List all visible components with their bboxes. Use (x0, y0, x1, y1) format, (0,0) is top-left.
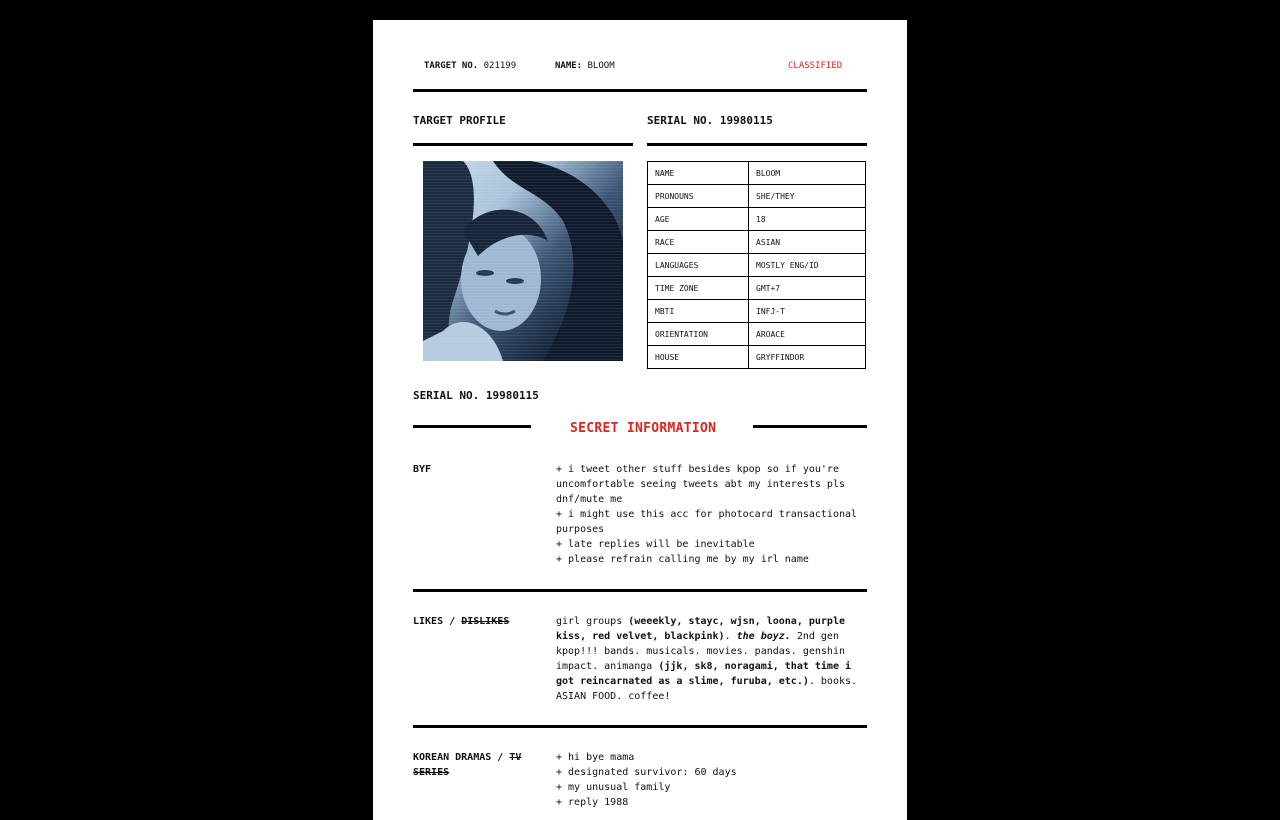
likes-text-1: girl groups (556, 616, 629, 627)
info-key: AGE (648, 208, 749, 231)
header-divider (413, 89, 867, 92)
info-key: ORIENTATION (648, 323, 749, 346)
info-key: PRONOUNS (648, 185, 749, 208)
dramas-body (556, 750, 866, 810)
info-value: 18 (749, 208, 866, 231)
likes-label-a: LIKES / (413, 616, 456, 627)
info-row (648, 162, 866, 185)
serial-number-top: SERIAL NO. 19980115 (647, 114, 773, 127)
info-row (648, 185, 866, 208)
info-row (648, 323, 866, 346)
info-value: MOSTLY ENG/ID (749, 254, 866, 277)
likes-text-3: 2nd gen kpop!!! bands. musicals. movies. pandas. genshin impact. animanga (556, 631, 845, 672)
info-value: ASIAN (749, 231, 866, 254)
classified-badge: CLASSIFIED (788, 61, 843, 71)
target-value: 021199 (483, 61, 517, 71)
likes-text-4: . books. ASIAN FOOD. coffee! (556, 676, 858, 702)
info-value: GRYFFINDOR (749, 346, 866, 369)
info-row (648, 208, 866, 231)
info-key: NAME (648, 162, 749, 185)
info-row (648, 231, 866, 254)
text-line: + my unusual family (556, 782, 671, 793)
byf-body (556, 462, 866, 567)
dramas-label-a: KOREAN DRAMAS / (413, 752, 504, 763)
secret-title: SECRET INFORMATION (570, 421, 717, 436)
info-key: HOUSE (648, 346, 749, 369)
name-label: NAME: (555, 61, 583, 71)
text-line: + late replies will be inevitable (556, 539, 755, 550)
text-line: + i might use this acc for photocard transactional (556, 509, 858, 520)
byf-divider (413, 589, 867, 592)
text-line: dnf/mute me (556, 494, 623, 505)
likes-label (413, 614, 509, 629)
info-value: GMT+7 (749, 277, 866, 300)
info-row (648, 346, 866, 369)
info-table (647, 161, 866, 369)
likes-text-2: . (724, 631, 737, 642)
info-row (648, 254, 866, 277)
text-line: + reply 1988 (556, 797, 629, 808)
target-number (424, 61, 516, 71)
info-row (648, 277, 866, 300)
info-key: RACE (648, 231, 749, 254)
profile-title: TARGET PROFILE (413, 114, 506, 127)
info-row (648, 300, 866, 323)
dislikes-label: DISLIKES (461, 616, 510, 627)
info-key: MBTI (648, 300, 749, 323)
profile-divider-right (647, 143, 867, 146)
secret-divider-left (413, 425, 531, 428)
text-line: purposes (556, 524, 605, 535)
info-value: BLOOM (749, 162, 866, 185)
tv-series-label: TV SERIES (413, 752, 522, 778)
portrait-image (423, 161, 623, 361)
info-key: TIME ZONE (648, 277, 749, 300)
profile-divider-left (413, 143, 633, 146)
text-line: + hi bye mama (556, 752, 635, 763)
target-label: TARGET NO. (424, 61, 479, 71)
header-name (555, 61, 615, 71)
info-key: LANGUAGES (648, 254, 749, 277)
likes-bold-1: (weeekly, stayc, wjsn, loona, purple kiss, red velvet, blackpink) (556, 616, 845, 642)
likes-bold-3: (jjk, sk8, noragami, that time i got reincarnated as a slime, furuba, etc.) (556, 661, 852, 687)
likes-divider (413, 725, 867, 728)
text-line: uncomfortable seeing tweets abt my interests pls (556, 479, 845, 490)
text-line: + please refrain calling me by my irl name (556, 554, 809, 565)
name-value: BLOOM (587, 61, 615, 71)
profile-card (373, 20, 907, 820)
likes-bold-2: the boyz. (736, 631, 791, 642)
dramas-label (413, 750, 538, 780)
info-value: INFJ-T (749, 300, 866, 323)
info-value: SHE/THEY (749, 185, 866, 208)
byf-label: BYF (413, 464, 432, 475)
serial-number-bottom: SERIAL NO. 19980115 (413, 389, 539, 402)
text-line: + i tweet other stuff besides kpop so if you're (556, 464, 839, 475)
secret-divider-right (753, 425, 867, 428)
profile-photo (423, 161, 623, 361)
info-value: AROACE (749, 323, 866, 346)
likes-body (556, 614, 866, 704)
text-line: + designated survivor: 60 days (556, 767, 737, 778)
